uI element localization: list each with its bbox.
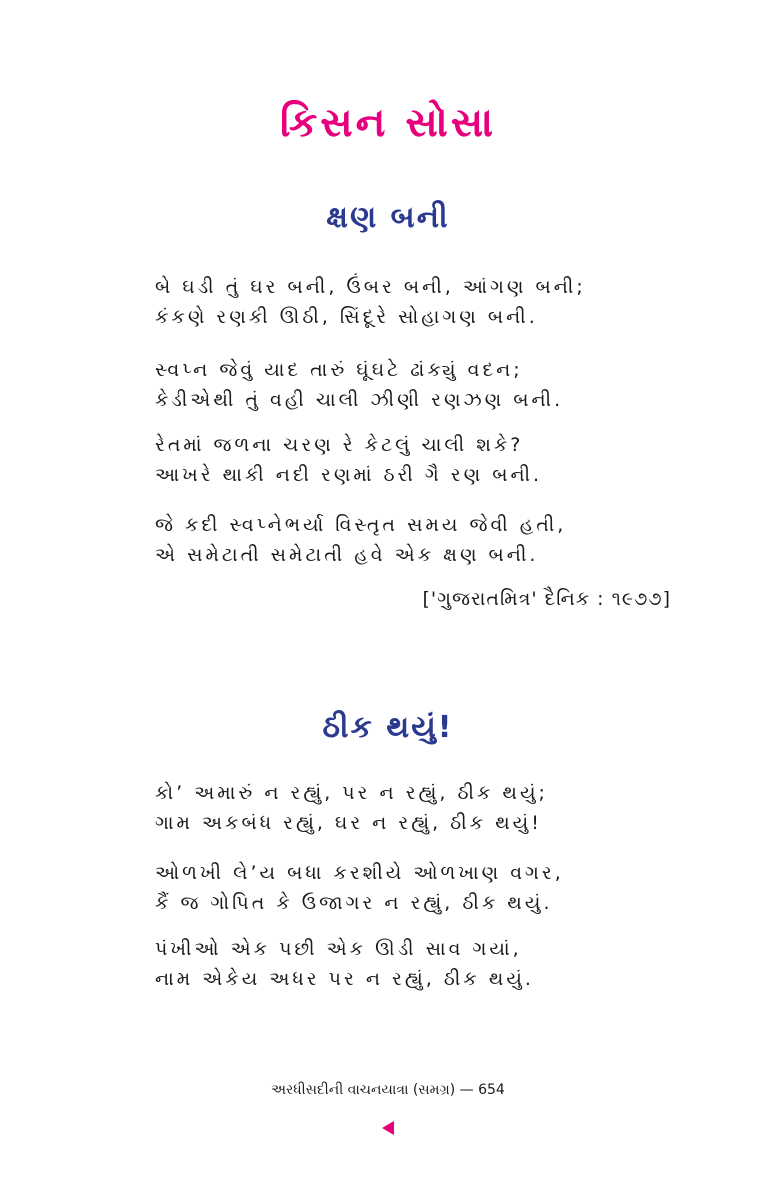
poem-1-stanza-2 [155, 355, 675, 415]
verse-line: બે ઘડી તું ઘર બની, ઉંબર બની, આંગણ બની; [155, 276, 586, 298]
verse-line: ઓળખી લે’ય બધા કરશીયે ઓળખાણ વગર, [155, 862, 564, 884]
author-name: કિસન સોસા [279, 100, 496, 146]
poem-2-stanza-1 [155, 778, 675, 838]
verse-line: પંખીઓ એક પછી એક ઊડી સાવ ગયાં, [155, 938, 522, 960]
verse-line: એ સમેટાતી સમેટાતી હવે એક ક્ષણ બની. [155, 544, 539, 566]
poem-title-2: ઠીક થયું! [322, 710, 454, 745]
poem-1-source: ['ગુજરાતમિત્ર' દૈનિક : ૧૯૭૭] [422, 588, 671, 610]
page-footer: અરધીસદીની વાચનયાત્રા (સમગ્ર) — 654 [271, 1082, 505, 1098]
poem-2-stanza-3 [155, 934, 675, 994]
poem-2-stanza-2 [155, 858, 675, 918]
verse-line: નામ એકેય અધર પર ન રહ્યું, ઠીક થયું. [155, 968, 534, 990]
verse-line: આખરે થાકી નદી રણમાં ઠરી ગૈ રણ બની. [155, 464, 543, 486]
poem-1-stanza-3 [155, 430, 675, 490]
poem-1-stanza-4 [155, 510, 675, 570]
verse-line: જે કદી સ્વપ્નેભર્યા વિસ્તૃત સમય જેવી હતી, [155, 514, 567, 536]
verse-line: સ્વપ્ન જેવું યાદ તારું ઘૂંઘટે ઢાંક્યું વદન; [155, 359, 523, 381]
verse-line: રેતમાં જળના ચરણ રે કેટલું ચાલી શકે? [155, 434, 524, 456]
verse-line: કેડીએથી તું વહી ચાલી ઝીણી રણઝણ બની. [155, 389, 564, 411]
triangle-left-icon[interactable] [382, 1121, 394, 1135]
verse-line: ગામ અકબંધ રહ્યું, ઘર ન રહ્યું, ઠીક થયું! [155, 812, 542, 834]
verse-line: કો’ અમારું ન રહ્યું, પર ન રહ્યું, ઠીક થયું; [155, 782, 548, 804]
poem-title-1: ક્ષણ બની [326, 200, 450, 235]
verse-line: કંકણે રણકી ઊઠી, સિંદૂરે સોહાગણ બની. [155, 306, 538, 328]
poem-1-stanza-1 [155, 272, 675, 332]
verse-line: કૈં જ ગોપિત કે ઉજાગર ન રહ્યું, ઠીક થયું. [155, 892, 553, 914]
